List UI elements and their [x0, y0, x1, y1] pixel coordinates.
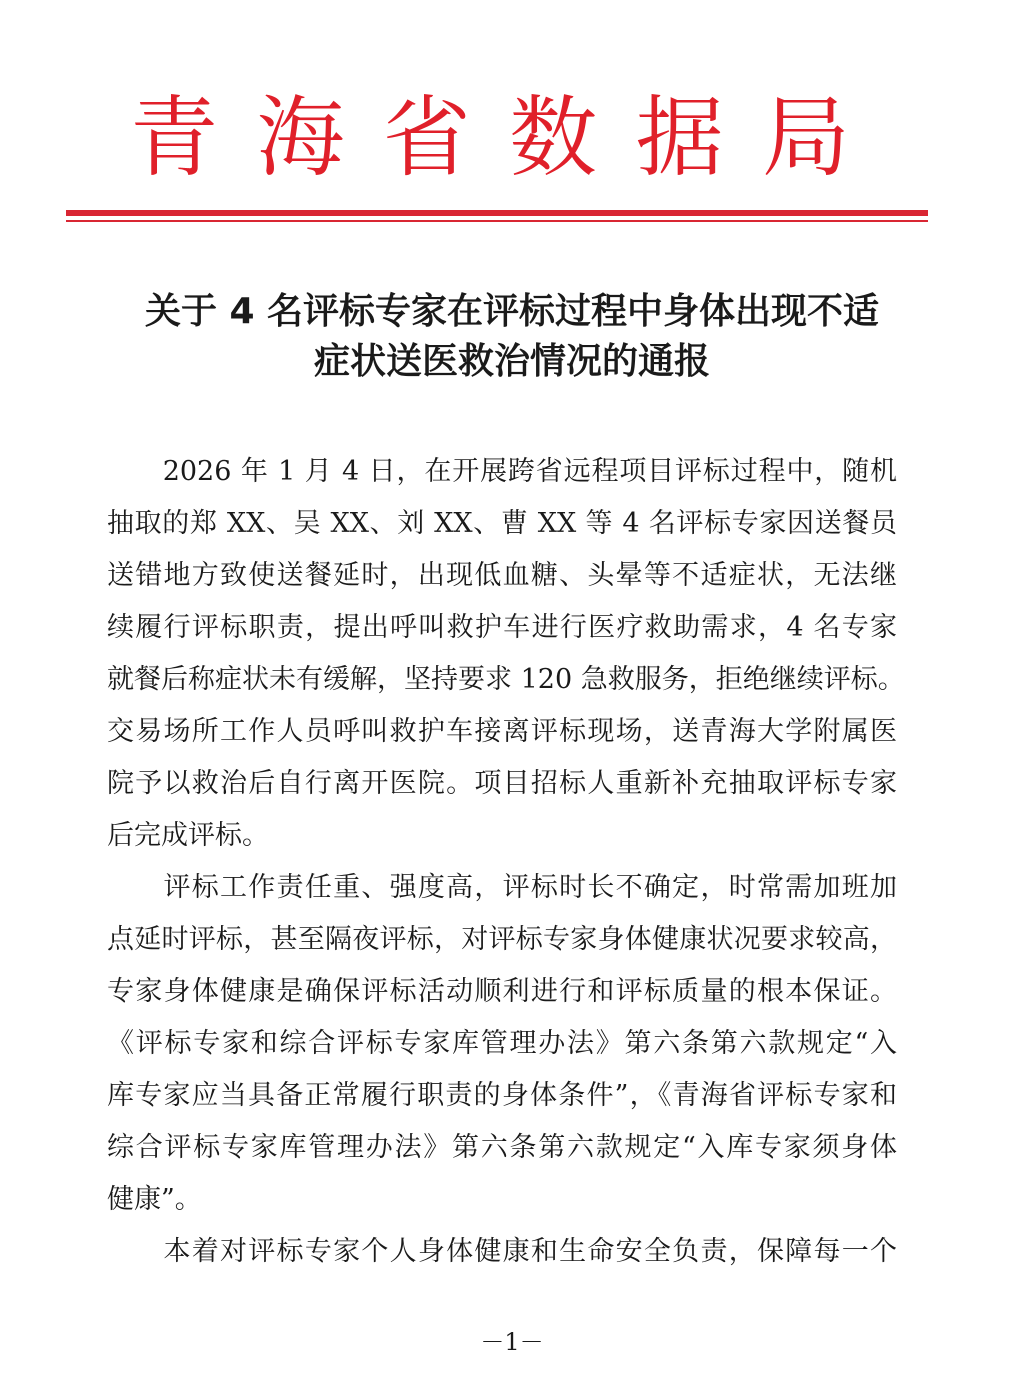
red-divider-thick	[66, 210, 928, 216]
text-line: 送错地方致使送餐延时，出现低血糖、头晕等不适症状，无法继	[107, 560, 897, 591]
letterhead-char: 青	[130, 86, 219, 189]
text-line: 专家身体健康是确保评标活动顺利进行和评标质量的根本保证。	[107, 976, 897, 1007]
text-line: 2026 年 1 月 4 日，在开展跨省远程项目评标过程中，随机	[107, 456, 897, 487]
text-line: 《评标专家和综合评标专家库管理办法》第六条第六款规定“入	[107, 1028, 897, 1059]
paragraph-1	[107, 446, 905, 862]
letterhead-char: 据	[635, 86, 724, 189]
text-line: 续履行评标职责，提出呼叫救护车进行医疗救助需求，4 名专家	[107, 612, 897, 643]
paragraph-3	[107, 1226, 897, 1278]
text-line: 院予以救治后自行离开医院。项目招标人重新补充抽取评标专家	[107, 768, 897, 799]
page-number: －1－	[480, 1328, 544, 1356]
text-line: 交易场所工作人员呼叫救护车接离评标现场，送青海大学附属医	[107, 716, 897, 747]
paragraph-2	[107, 862, 897, 1226]
text-line: 健康”。	[107, 1184, 202, 1215]
document-title-line-2: 症状送医救治情况的通报	[313, 341, 710, 382]
text-line: 库专家应当具备正常履行职责的身体条件”，《青海省评标专家和	[107, 1080, 897, 1111]
text-line: 综合评标专家库管理办法》第六条第六款规定“入库专家须身体	[107, 1132, 897, 1163]
document-body	[107, 446, 905, 1278]
letterhead-char: 局	[761, 86, 850, 189]
text-line: 就餐后称症状未有缓解，坚持要求 120 急救服务，拒绝继续评标。	[107, 664, 905, 695]
text-line: 抽取的郑 XX、吴 XX、刘 XX、曹 XX 等 4 名评标专家因送餐员	[107, 508, 897, 539]
text-line: 点延时评标，甚至隔夜评标，对评标专家身体健康状况要求较高，	[107, 924, 897, 955]
text-line: 本着对评标专家个人身体健康和生命安全负责，保障每一个	[107, 1236, 897, 1267]
letterhead-char: 省	[382, 86, 471, 189]
red-divider-thin	[66, 220, 928, 222]
agency-letterhead	[130, 88, 850, 188]
letterhead-char: 海	[256, 86, 345, 189]
document-title-line-1: 关于 4 名评标专家在评标过程中身体出现不适	[144, 291, 880, 332]
letterhead-char: 数	[509, 86, 598, 189]
text-line: 后完成评标。	[107, 820, 269, 851]
text-line: 评标工作责任重、强度高，评标时长不确定，时常需加班加	[107, 872, 897, 903]
